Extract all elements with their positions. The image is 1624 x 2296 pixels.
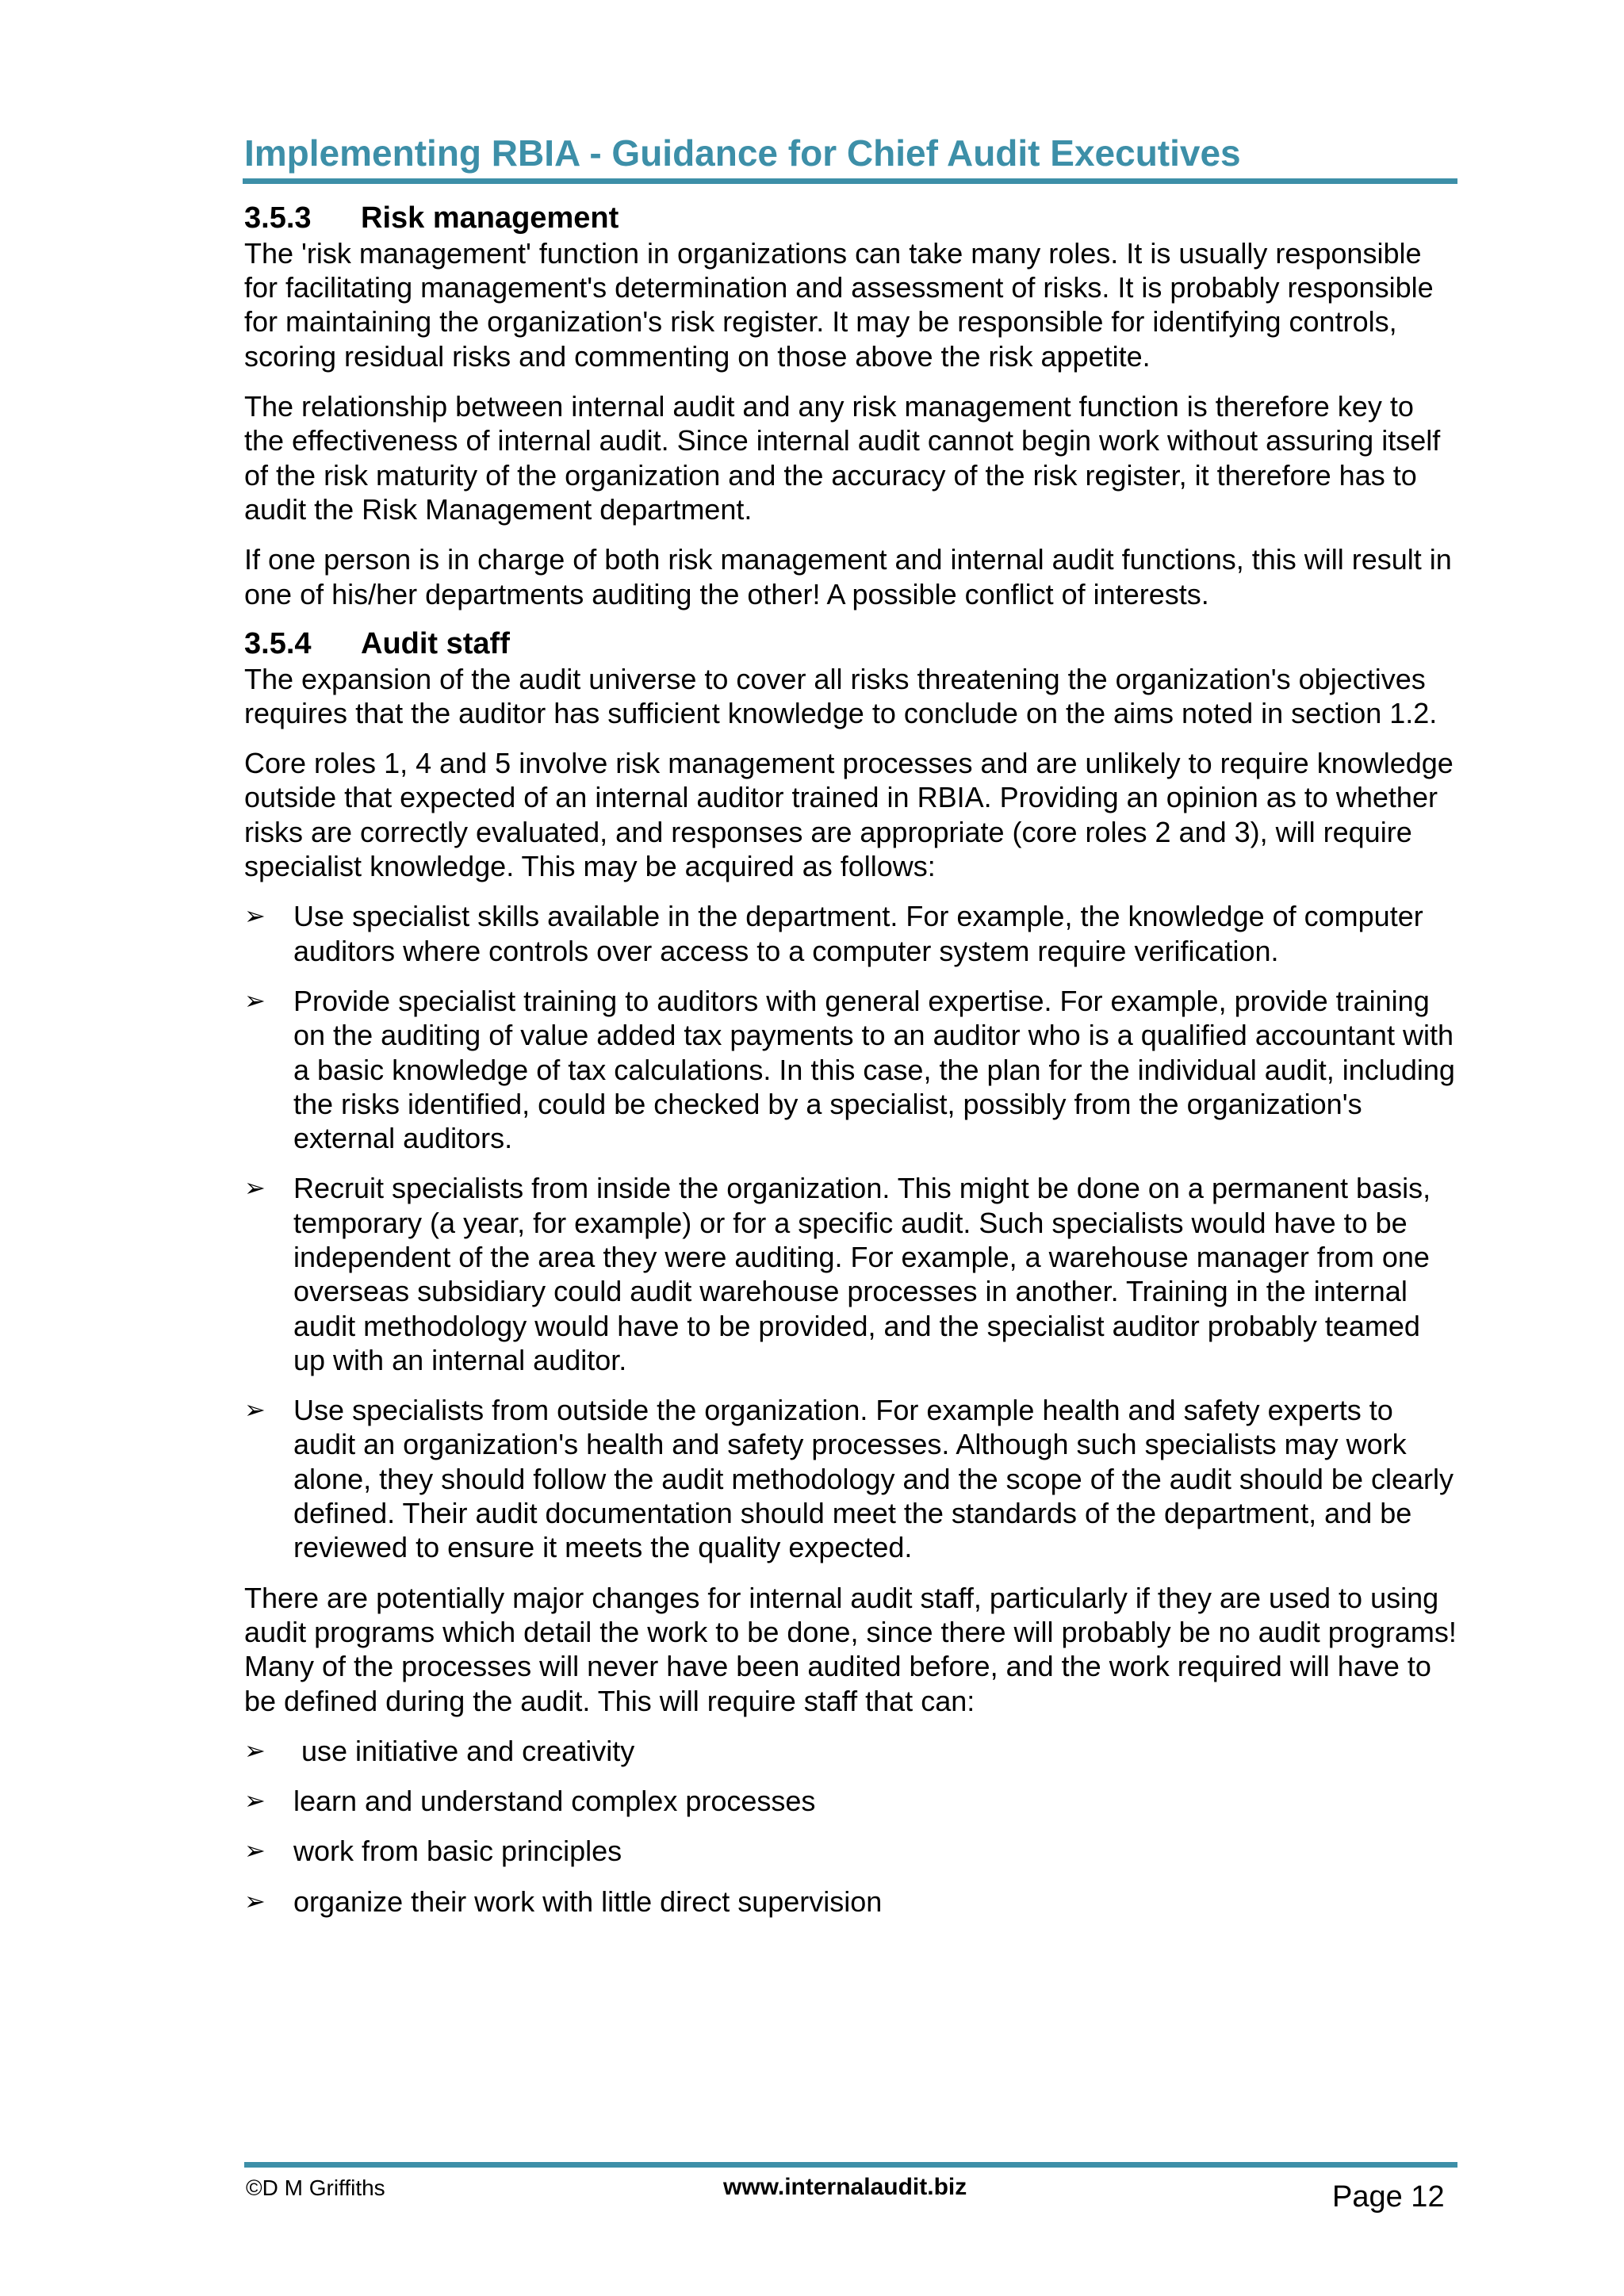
footer-website-link[interactable]: www.internalaudit.biz bbox=[723, 2174, 967, 2200]
paragraph: The relationship between internal audit and any risk management function is therefore key to the effectiveness of internal audit. Since internal audit cannot begin work without assuring itself of the risk maturity of the organization and the accuracy of the risk register, it therefore has to audit the Risk Management department. bbox=[244, 390, 1441, 526]
paragraph: Core roles 1, 4 and 5 involve risk management processes and are unlikely to require knowledge outside that expected of an internal auditor trained in RBIA. Providing an opinion as to whether risks are correctly evaluated, and responses are appropriate (core roles 2 and 3), will require specialist knowledge. This may be acquired as follows: bbox=[244, 747, 1454, 883]
list-item-text: Provide specialist training to auditors with general expertise. For example, provide training on the auditing of value added tax payments to an auditor who is a qualified accountant with a basic knowledge of tax calculations. In this case, the plan for the individual audit, including the risks identified, could be checked by a specialist, possibly from the organization's external auditors. bbox=[293, 984, 1455, 1155]
list-item-text: use initiative and creativity bbox=[293, 1734, 635, 1767]
arrow-bullet-icon: ➢ bbox=[244, 1735, 266, 1765]
arrow-bullet-icon: ➢ bbox=[244, 1836, 266, 1866]
staff-skills-list bbox=[244, 1734, 1457, 1919]
section-title: Risk management bbox=[361, 201, 619, 235]
list-item-text: Use specialists from outside the organization. For example health and safety experts to audit an organization's health and safety processes. Although such specialists may work alone, they should follow the audit methodology and the scope of the audit should be clearly defined. Their audit documentation should meet the standards of the department, and be reviewed to ensure it meets the quality expected. bbox=[293, 1394, 1454, 1564]
paragraph: There are potentially major changes for internal audit staff, particularly if they are used to using audit programs which detail the work to be done, since there will probably be no audit programs! Many of the processes will never have been audited before, and the work required will have to be defined during the audit. This will require staff that can: bbox=[244, 1581, 1457, 1717]
list-item-text: learn and understand complex processes bbox=[293, 1785, 816, 1818]
arrow-bullet-icon: ➢ bbox=[244, 1173, 266, 1203]
arrow-bullet-icon: ➢ bbox=[244, 985, 266, 1015]
list-item bbox=[244, 1834, 1457, 1868]
list-item bbox=[244, 1784, 1457, 1818]
paragraph: The expansion of the audit universe to cover all risks threatening the organization's objectives requires that the auditor has sufficient knowledge to conclude on the aims noted in section 1.2. bbox=[244, 662, 1438, 729]
list-item bbox=[244, 1171, 1457, 1377]
footer-page-number: Page 12 bbox=[1332, 2180, 1445, 2214]
paragraph: The 'risk management' function in organizations can take many roles. It is usually responsible for facilitating management's determination and assessment of risks. It is probably responsible for maintaining the organization's risk register. It may be responsible for identifying controls, scoring residual risks and commenting on those above the risk appetite. bbox=[244, 236, 1434, 373]
list-item-text: Use specialist skills available in the department. For example, the knowledge of computer auditors where controls over access to a computer system require verification. bbox=[293, 900, 1423, 967]
arrow-bullet-icon: ➢ bbox=[244, 901, 266, 931]
document-title: Implementing RBIA - Guidance for Chief Audit Executives bbox=[244, 132, 1241, 174]
list-item-text: organize their work with little direct supervision bbox=[293, 1885, 883, 1918]
arrow-bullet-icon: ➢ bbox=[244, 1786, 266, 1816]
list-item bbox=[244, 899, 1457, 968]
section-title: Audit staff bbox=[361, 626, 510, 660]
section-heading-audit-staff bbox=[244, 627, 1457, 662]
section-number: 3.5.3 bbox=[244, 201, 312, 235]
paragraph: If one person is in charge of both risk management and internal audit functions, this will result in one of his/her departments auditing the other! A possible conflict of interests. bbox=[244, 543, 1452, 610]
specialist-options-list bbox=[244, 899, 1457, 1564]
list-item bbox=[244, 1393, 1457, 1564]
footer-rule bbox=[244, 2162, 1457, 2168]
list-item bbox=[244, 1734, 1457, 1768]
list-item-text: Recruit specialists from inside the organization. This might be done on a permanent basis, temporary (a year, for example) or for a specific audit. Such specialists would have to be independent of the area they were auditing. For example, a warehouse manager from one overseas subsidiary could audit warehouse processes in another. Training in the internal audit methodology would have to be provided, and the specialist auditor probably teamed up with an internal auditor. bbox=[293, 1172, 1431, 1376]
section-heading-risk-management bbox=[244, 201, 1457, 236]
list-item bbox=[244, 1885, 1457, 1919]
arrow-bullet-icon: ➢ bbox=[244, 1886, 266, 1915]
section-number: 3.5.4 bbox=[244, 626, 312, 660]
list-item-text: work from basic principles bbox=[293, 1835, 622, 1868]
list-item bbox=[244, 984, 1457, 1155]
title-rule bbox=[243, 178, 1457, 184]
footer-copyright: ©D M Griffiths bbox=[246, 2175, 385, 2200]
arrow-bullet-icon: ➢ bbox=[244, 1395, 266, 1425]
page-content bbox=[244, 132, 1457, 1934]
